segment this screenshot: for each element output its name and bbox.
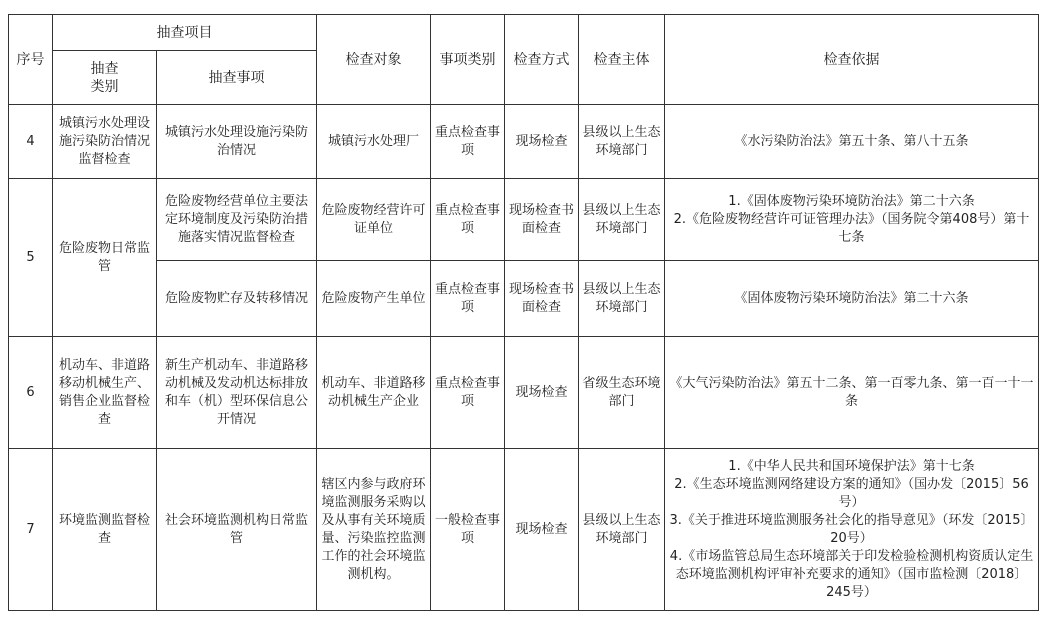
row-object: 危险废物产生单位 (317, 261, 431, 337)
row-method: 现场检查 (505, 105, 579, 179)
row-object: 机动车、非道路移动机械生产企业 (317, 337, 431, 449)
row-type: 重点检查事项 (431, 105, 505, 179)
header-object: 检查对象 (317, 15, 431, 105)
row-method: 现场检查书面检查 (505, 261, 579, 337)
table-row (9, 105, 1039, 179)
basis-line: 2.《生态环境监测网络建设方案的通知》（国办发〔2015〕56号） (674, 476, 1029, 510)
basis-line: 《固体废物污染环境防治法》第二十六条 (734, 290, 969, 306)
row-item: 新生产机动车、非道路移动机械及发动机达标排放和车（机）型环保信息公开情况 (157, 337, 317, 449)
header-method: 检查方式 (505, 15, 579, 105)
basis-line: 1.《中华人民共和国环境保护法》第十七条 (728, 458, 975, 474)
table-row (9, 261, 1039, 337)
row-item: 城镇污水处理设施污染防治情况 (157, 105, 317, 179)
row-type: 重点检查事项 (431, 337, 505, 449)
row-object: 城镇污水处理厂 (317, 105, 431, 179)
header-category: 抽查 类别 (53, 51, 157, 105)
row-subject: 县级以上生态环境部门 (579, 105, 665, 179)
row-type: 一般检查事项 (431, 449, 505, 611)
row-type: 重点检查事项 (431, 179, 505, 261)
row-item: 危险废物贮存及转移情况 (157, 261, 317, 337)
basis-line: 1.《固体废物污染环境防治法》第二十六条 (728, 193, 975, 209)
basis-line: 2.《危险废物经营许可证管理办法》（国务院令第408号）第十七条 (673, 211, 1030, 245)
header-basis: 检查依据 (665, 15, 1039, 105)
row-basis (665, 337, 1039, 449)
table-row (9, 449, 1039, 611)
row-category: 城镇污水处理设施污染防治情况监督检查 (53, 105, 157, 179)
row-method: 现场检查 (505, 337, 579, 449)
row-method: 现场检查 (505, 449, 579, 611)
row-category: 机动车、非道路移动机械生产、销售企业监督检查 (53, 337, 157, 449)
row-item: 社会环境监测机构日常监管 (157, 449, 317, 611)
row-method: 现场检查书面检查 (505, 179, 579, 261)
row-subject: 省级生态环境部门 (579, 337, 665, 449)
row-basis (665, 261, 1039, 337)
table-row (9, 179, 1039, 261)
row-subject: 县级以上生态环境部门 (579, 449, 665, 611)
row-type: 重点检查事项 (431, 261, 505, 337)
header-item: 抽查事项 (157, 51, 317, 105)
row-basis (665, 179, 1039, 261)
row-subject: 县级以上生态环境部门 (579, 179, 665, 261)
row-subject: 县级以上生态环境部门 (579, 261, 665, 337)
row-seq: 5 (9, 179, 53, 337)
header-seq: 序号 (9, 15, 53, 105)
inspection-table (8, 14, 1039, 611)
row-basis (665, 105, 1039, 179)
row-seq: 6 (9, 337, 53, 449)
header-subject: 检查主体 (579, 15, 665, 105)
row-basis (665, 449, 1039, 611)
row-category: 危险废物日常监管 (53, 179, 157, 337)
row-object: 危险废物经营许可证单位 (317, 179, 431, 261)
row-object: 辖区内参与政府环境监测服务采购以及从事有关环境质量、污染监控监测工作的社会环境监测机构。 (317, 449, 431, 611)
row-seq: 7 (9, 449, 53, 611)
basis-line: 《水污染防治法》第五十条、第八十五条 (734, 133, 969, 149)
basis-line: 3.《关于推进环境监测服务社会化的指导意见》（环发〔2015〕20号） (669, 512, 1034, 546)
header-type: 事项类别 (431, 15, 505, 105)
row-seq: 4 (9, 105, 53, 179)
header-project: 抽查项目 (53, 15, 317, 51)
basis-line: 《大气污染防治法》第五十二条、第一百零九条、第一百一十一条 (669, 375, 1034, 409)
basis-line: 4.《市场监管总局生态环境部关于印发检验检测机构资质认定生态环境监测机构评审补充要求的通知》（国市监检测〔2018〕245号） (669, 548, 1034, 600)
row-category: 环境监测监督检查 (53, 449, 157, 611)
row-item: 危险废物经营单位主要法定环境制度及污染防治措施落实情况监督检查 (157, 179, 317, 261)
table-row (9, 337, 1039, 449)
